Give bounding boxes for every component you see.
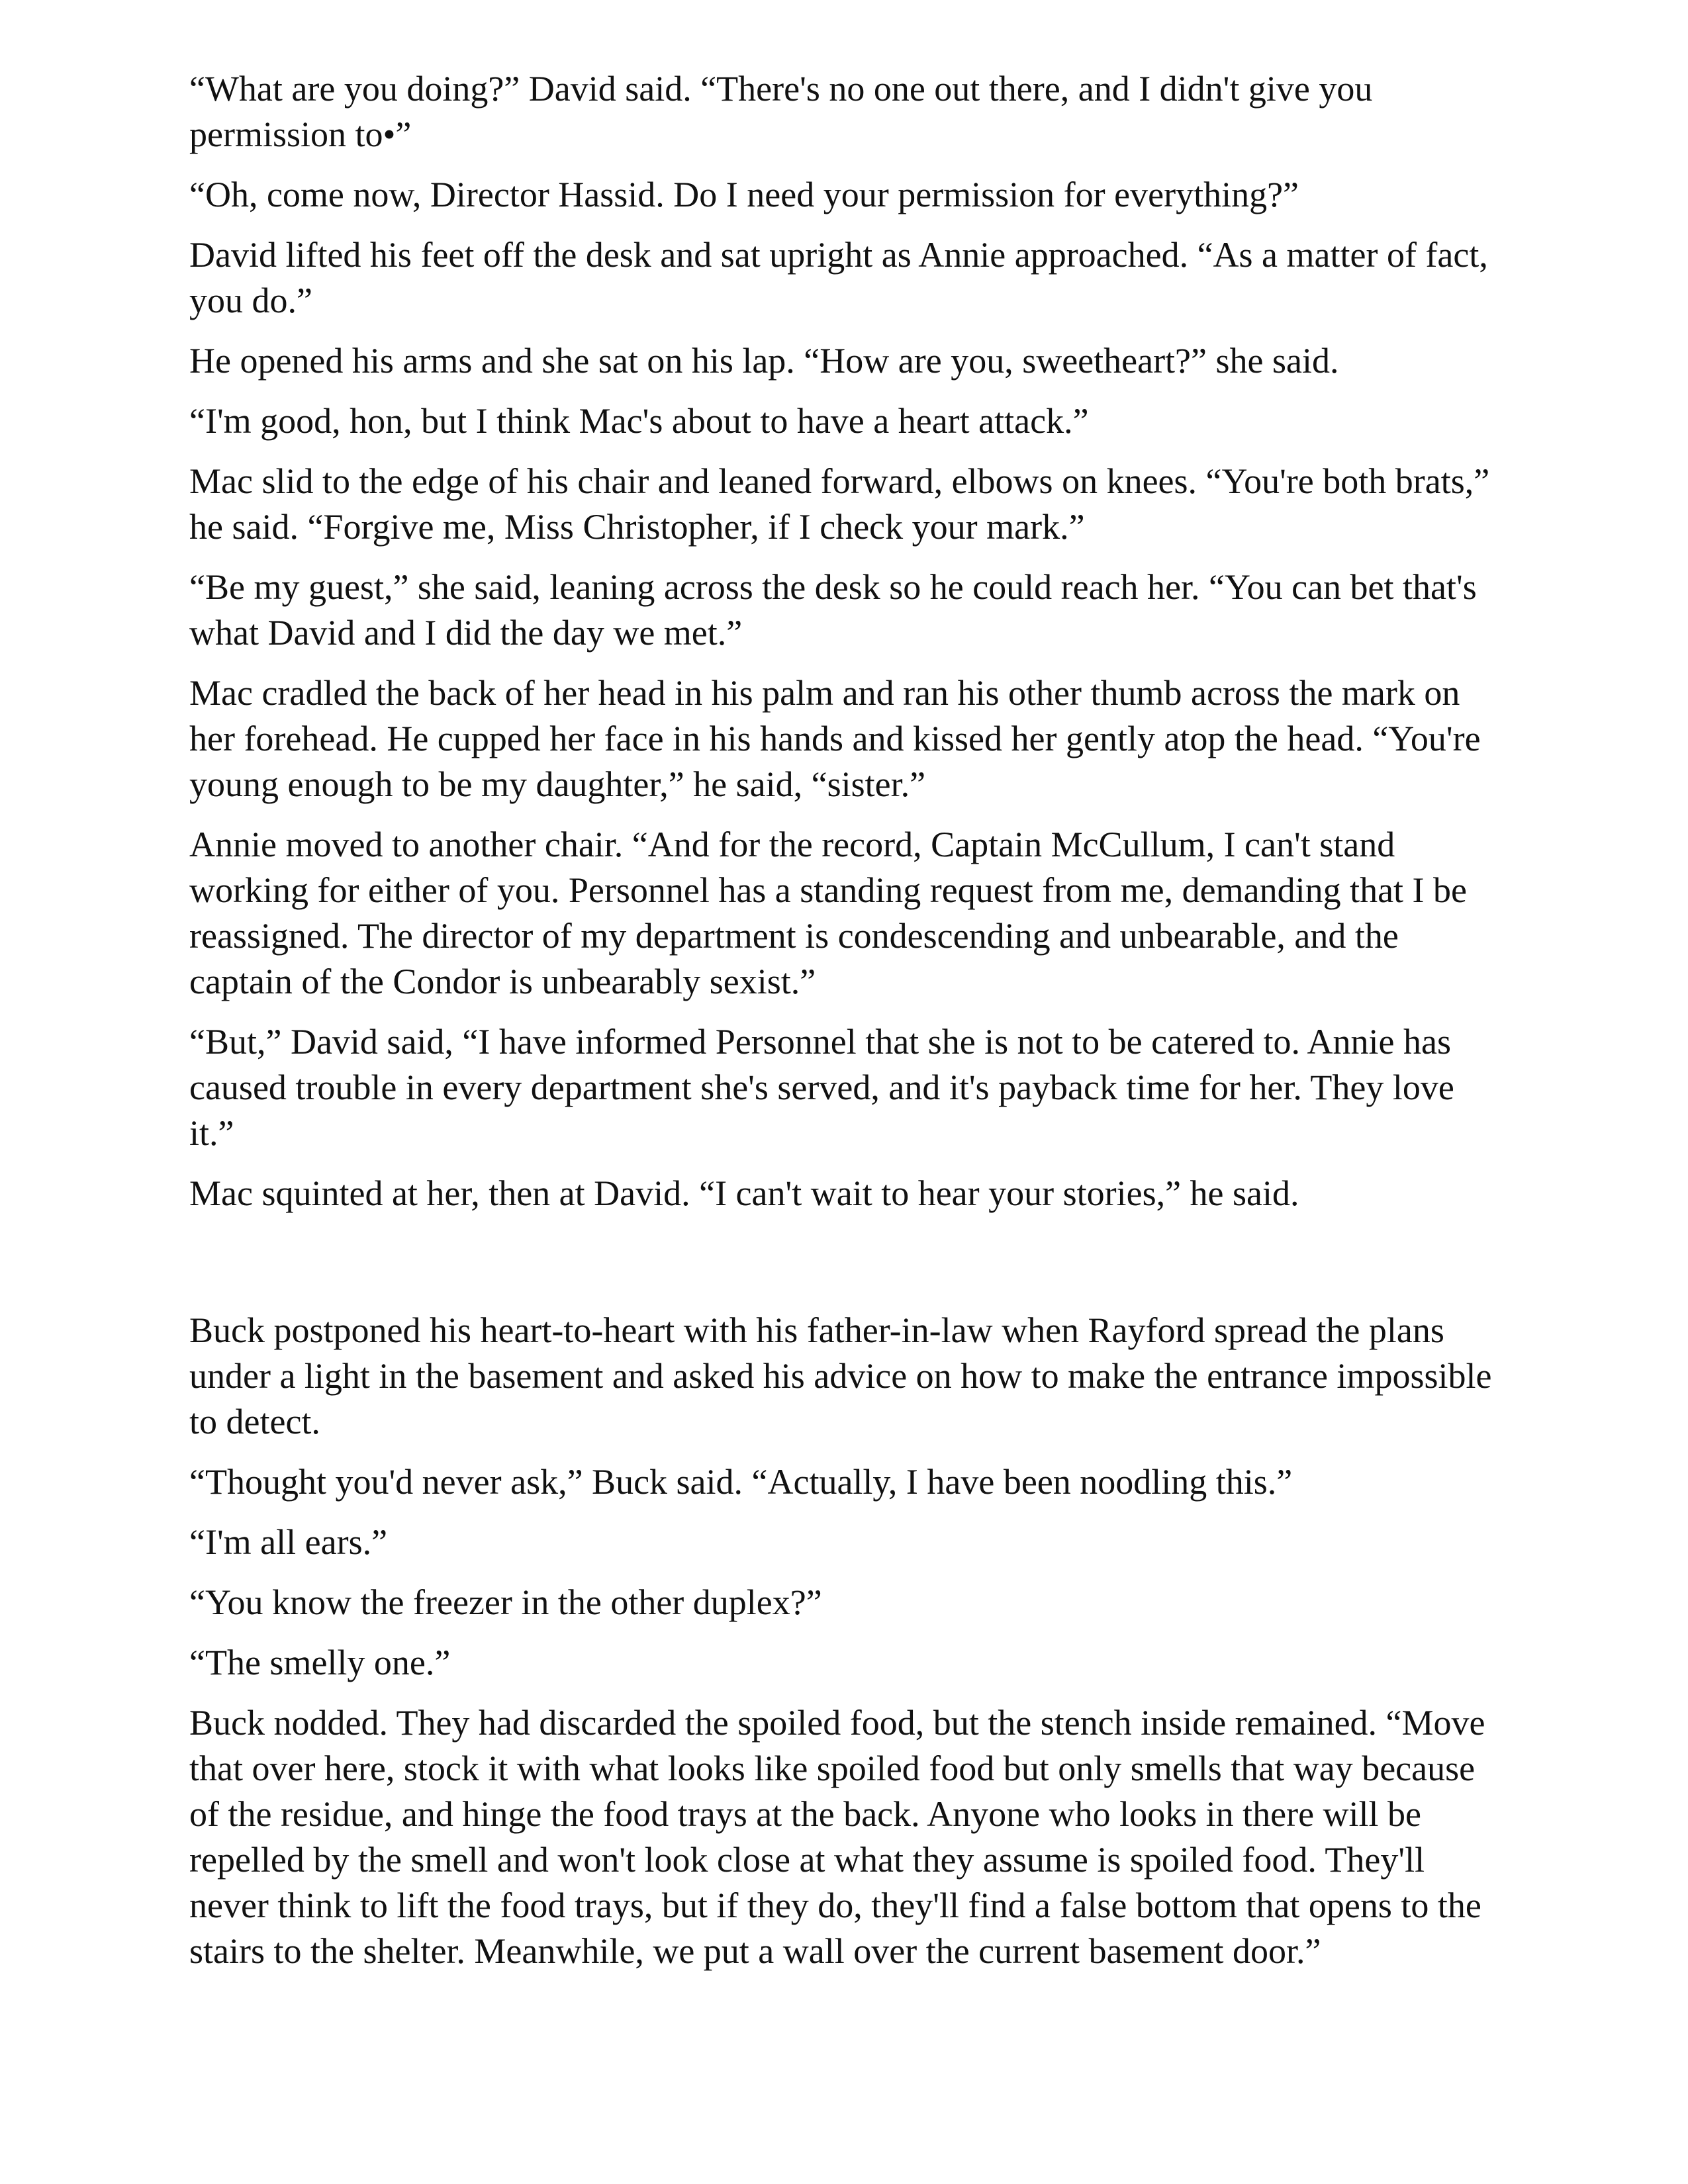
paragraph: Mac squinted at her, then at David. “I can't wait to hear your stories,” he said. [189,1173,1299,1213]
paragraph: Mac cradled the back of her head in his palm and ran his other thumb across the mark on her forehead. He cupped her face in his hands and kissed her gently atop the head. “You're young enough to be my daughter,” he said, “sister.” [189,673,1481,804]
paragraph: “The smelly one.” [189,1643,451,1682]
document-page [189,66,1500,1989]
paragraph: Buck postponed his heart-to-heart with his father-in-law when Rayford spread the plans under a light in the basement and asked his advice on how to make the entrance impossible to detect. [189,1310,1492,1441]
paragraph: He opened his arms and she sat on his lap. “How are you, sweetheart?” she said. [189,341,1339,381]
paragraph: “Thought you'd never ask,” Buck said. “Actually, I have been noodling this.” [189,1462,1293,1502]
section-1 [189,66,1500,1216]
paragraph: “I'm good, hon, but I think Mac's about to have a heart attack.” [189,401,1089,441]
paragraph: Buck nodded. They had discarded the spoiled food, but the stench inside remained. “Move that over here, stock it with what looks like spoiled food but only smells that way because of the residue, and hinge the food trays at the back. Anyone who looks in there will be repelled by the smell and won't look close at what they assume is spoiled food. They'll never think to lift the food trays, but if they do, they'll find a false bottom that opens to the stairs to the shelter. Meanwhile, we put a wall over the current basement door.” [189,1703,1485,1971]
paragraph: “You know the freezer in the other duplex?” [189,1582,822,1622]
paragraph: “Oh, come now, Director Hassid. Do I need your permission for everything?” [189,175,1299,214]
paragraph: David lifted his feet off the desk and sat upright as Annie approached. “As a matter of fact, you do.” [189,235,1488,320]
paragraph: “But,” David said, “I have informed Personnel that she is not to be catered to. Annie has caused trouble in every department she's served, and it's payback time for her. They love it.” [189,1022,1454,1153]
section-2 [189,1308,1500,1974]
section-break [189,1231,1500,1308]
paragraph: “Be my guest,” she said, leaning across the desk so he could reach her. “You can bet that's what David and I did the day we met.” [189,567,1477,653]
paragraph: “What are you doing?” David said. “There's no one out there, and I didn't give you permission to•” [189,69,1373,154]
paragraph: “I'm all ears.” [189,1522,388,1562]
paragraph: Mac slid to the edge of his chair and leaned forward, elbows on knees. “You're both brats,” he said. “Forgive me, Miss Christopher, if I check your mark.” [189,461,1490,547]
paragraph: Annie moved to another chair. “And for the record, Captain McCullum, I can't stand working for either of you. Personnel has a standing request from me, demanding that I be reassigned. The director of my department is condescending and unbearable, and the captain of the Condor is unbearably sexist.” [189,825,1467,1001]
